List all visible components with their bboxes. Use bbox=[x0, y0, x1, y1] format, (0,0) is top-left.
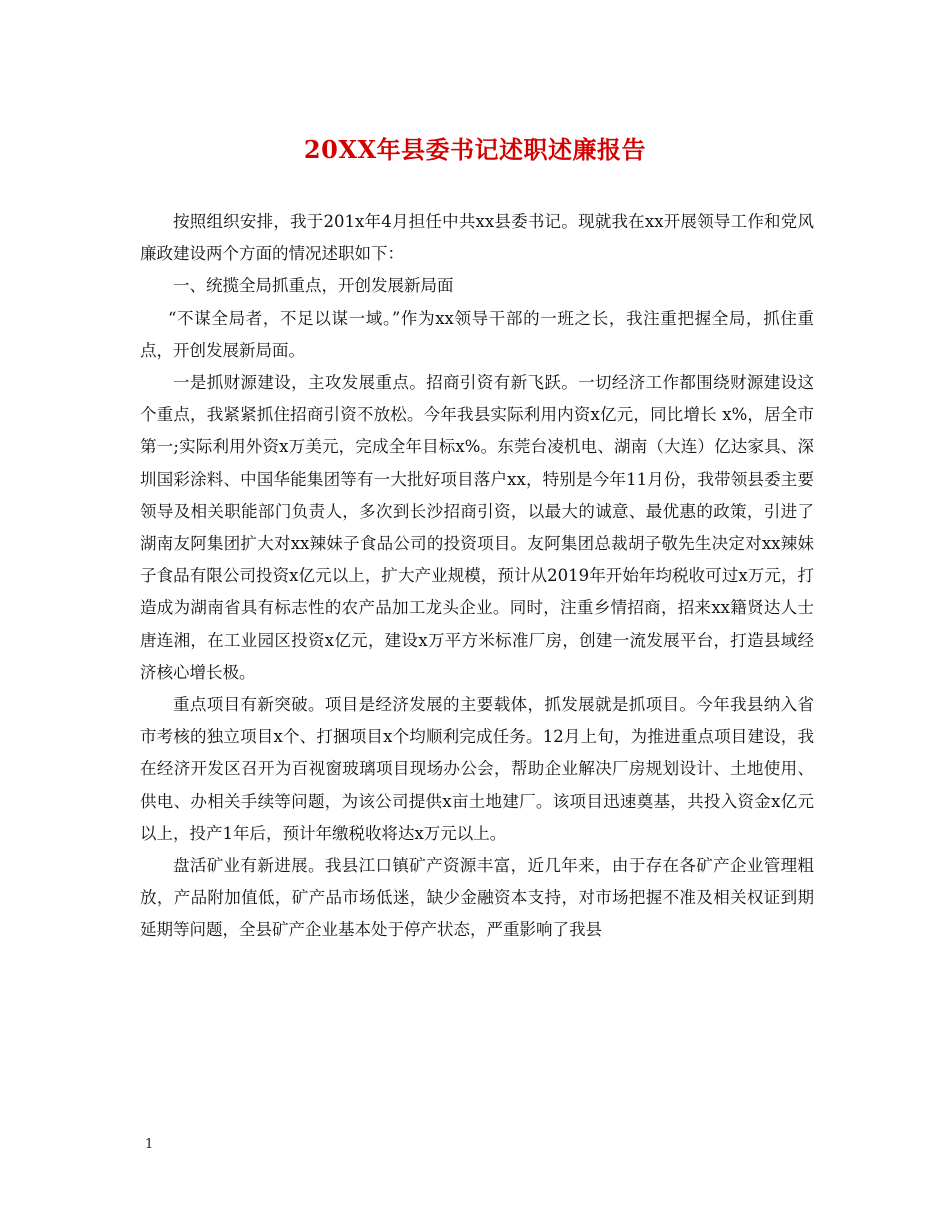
paragraph-mining: 盘活矿业有新进展。我县江口镇矿产资源丰富，近几年来，由于存在各矿产企业管理粗放，产品附加值低，矿产品市场低迷，缺少金融资本支持，对市场把握不准及相关权证到期延期等问题，全县矿产企业基本处于停产状态，严重影响了我县 bbox=[140, 856, 814, 940]
paragraph-quote: “不谋全局者，不足以谋一域。”作为xx领导干部的一班之长，我注重把握全局，抓住重点，开创发展新局面。 bbox=[140, 308, 814, 360]
paragraph-intro: 按照组织安排，我于201x年4月担任中共xx县委书记。现就我在xx开展领导工作和党风廉政建设两个方面的情况述职如下： bbox=[140, 212, 814, 264]
document-body bbox=[140, 206, 814, 947]
section-heading: 一、统揽全局抓重点，开创发展新局面 bbox=[173, 276, 454, 296]
paragraph-finance: 一是抓财源建设，主攻发展重点。招商引资有新飞跃。一切经济工作都围绕财源建设这个重点，我紧紧抓住招商引资不放松。今年我县实际利用内资x亿元，同比增长 x%，居全市第一;实际利用外资x万美元，完成全年目标x%。东莞台凌机电、湖南（大连）亿达家具、深圳国彩涂料、中国华能集团等有一大批好项目落户xx，特别是今年11月份，我带领县委主要领导及相关职能部门负责人，多次到长沙招商引资，以最大的诚意、最优惠的政策，引进了湖南友阿集团扩大对xx辣妹子食品公司的投资项目。友阿集团总裁胡子敬先生决定对xx辣妹子食品有限公司投资x亿元以上，扩大产业规模，预计从2019年开始年均税收可过x万元，打造成为湖南省具有标志性的农产品加工龙头企业。同时，注重乡情招商，招来xx籍贤达人士唐连湘，在工业园区投资x亿元，建设x万平方米标准厂房，创建一流发展平台，打造县域经济核心增长极。 bbox=[140, 373, 814, 682]
document-title: 20XX年县委书记述职述廉报告 bbox=[303, 135, 647, 164]
paragraph-projects: 重点项目有新突破。项目是经济发展的主要载体，抓发展就是抓项目。今年我县纳入省市考核的独立项目x个、打捆项目x个均顺利完成任务。12月上旬，为推进重点项目建设，我在经济开发区召开为百视窗玻璃项目现场办公会，帮助企业解决厂房规划设计、土地使用、供电、办相关手续等问题，为该公司提供x亩土地建厂。该项目迅速奠基，共投入资金x亿元以上，投产1年后，预计年缴税收将达x万元以上。 bbox=[140, 695, 814, 843]
page-number: 1 bbox=[145, 1137, 154, 1152]
